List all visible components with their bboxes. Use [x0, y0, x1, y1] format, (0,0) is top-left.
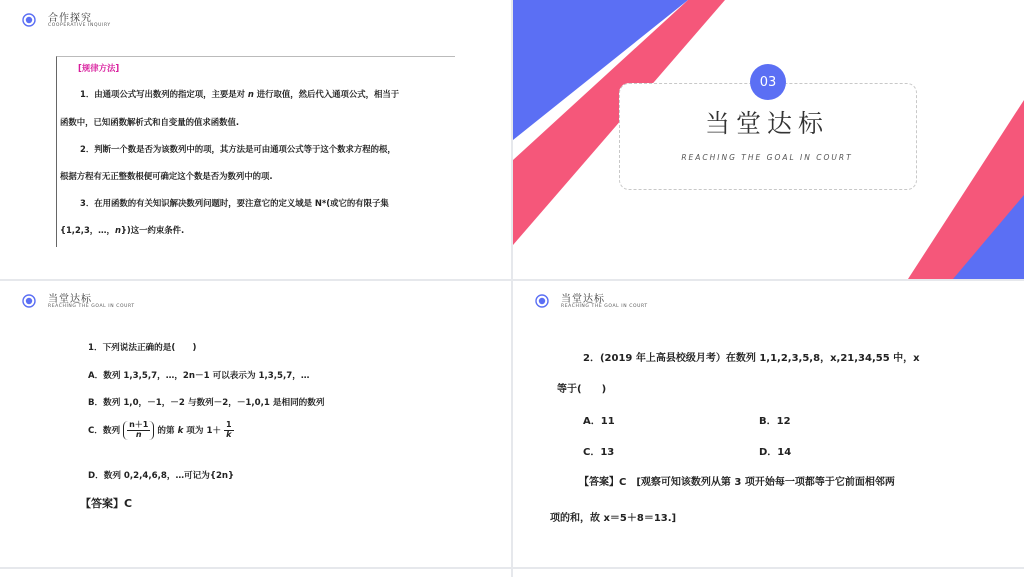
slide-header-title: 当堂达标: [561, 294, 605, 305]
slide-header-title: 合作探究: [48, 13, 92, 24]
option-c: C．数列 $\frac{n+1}{n}$ 的第 k 项为 1＋ $\frac{1}{k}$: [88, 420, 232, 439]
section-subtitle: REACHING THE GOAL IN COURT: [681, 153, 853, 162]
method-tag: [规律方法]: [78, 63, 120, 73]
slide-header-subtitle: COOPERATIVE INQUIRY: [48, 23, 111, 28]
section-number-badge: [750, 64, 786, 100]
slide-next-right[interactable]: [513, 569, 1024, 577]
method-line-4: 根据方程有无正整数根便可确定这个数是否为数列中的项.: [60, 171, 273, 181]
option-a: A．数列 1,3,5,7，…，2n－1 可以表示为 1,3,5,7，…: [88, 371, 310, 381]
answer-line-2: 项的和，故 x＝5＋8＝13.]: [550, 513, 677, 524]
section-number: 03: [759, 74, 777, 90]
question-stem-line-1: 2．(2019 年上高县校级月考）在数列 1,1,2,3,5,8，x,21,34,55 中，x: [583, 353, 920, 364]
logo-icon: [22, 294, 36, 308]
slide-exercise-1[interactable]: [0, 281, 511, 567]
method-line-2: 函数中，已知函数解析式和自变量的值求函数值.: [60, 117, 240, 127]
option-c: C．13: [583, 447, 615, 458]
slide-header-subtitle: REACHING THE GOAL IN COURT: [48, 304, 135, 309]
slide-exercise-2[interactable]: [513, 281, 1024, 567]
slide-header-subtitle: REACHING THE GOAL IN COURT: [561, 304, 648, 309]
slide-section-cover[interactable]: [513, 0, 1024, 279]
option-d: D．14: [759, 447, 792, 458]
method-line-1: 1．由通项公式写出数列的指定项，主要是对 n 进行取值，然后代入通项公式，相当于: [80, 89, 400, 99]
answer: 【答案】C: [80, 497, 133, 510]
slide-header-title: 当堂达标: [48, 294, 92, 305]
option-a: A．11: [583, 416, 615, 427]
option-b: B．数列 1,0，－1，－2 与数列－2，－1,0,1 是相同的数列: [88, 398, 325, 408]
logo-icon: [535, 294, 549, 308]
question-stem: 1．下列说法正确的是( ): [88, 343, 197, 353]
sequence-brace: $\frac{n+1}{n}$: [123, 421, 154, 440]
slide-cooperative-inquiry[interactable]: [0, 0, 511, 279]
method-line-6: {1,2,3，…，n})这一约束条件.: [60, 225, 185, 235]
option-b: B．12: [759, 416, 791, 427]
question-stem-line-2: 等于( ): [557, 384, 607, 395]
method-line-5: 3．在用函数的有关知识解决数列问题时，要注意它的定义域是 N*(或它的有限子集: [80, 198, 389, 208]
logo-icon: [22, 13, 36, 27]
answer-line-1: 【答案】C [观察可知该数列从第 3 项开始每一项都等于它前面相邻两: [579, 477, 895, 488]
method-line-3: 2．判断一个数是否为该数列中的项，其方法是可由通项公式等于这个数求方程的根，: [80, 144, 396, 154]
section-title: 当堂达标: [704, 109, 829, 138]
slide-next-left[interactable]: [0, 569, 511, 577]
option-d: D．数列 0,2,4,6,8，…可记为{2n}: [88, 471, 235, 481]
